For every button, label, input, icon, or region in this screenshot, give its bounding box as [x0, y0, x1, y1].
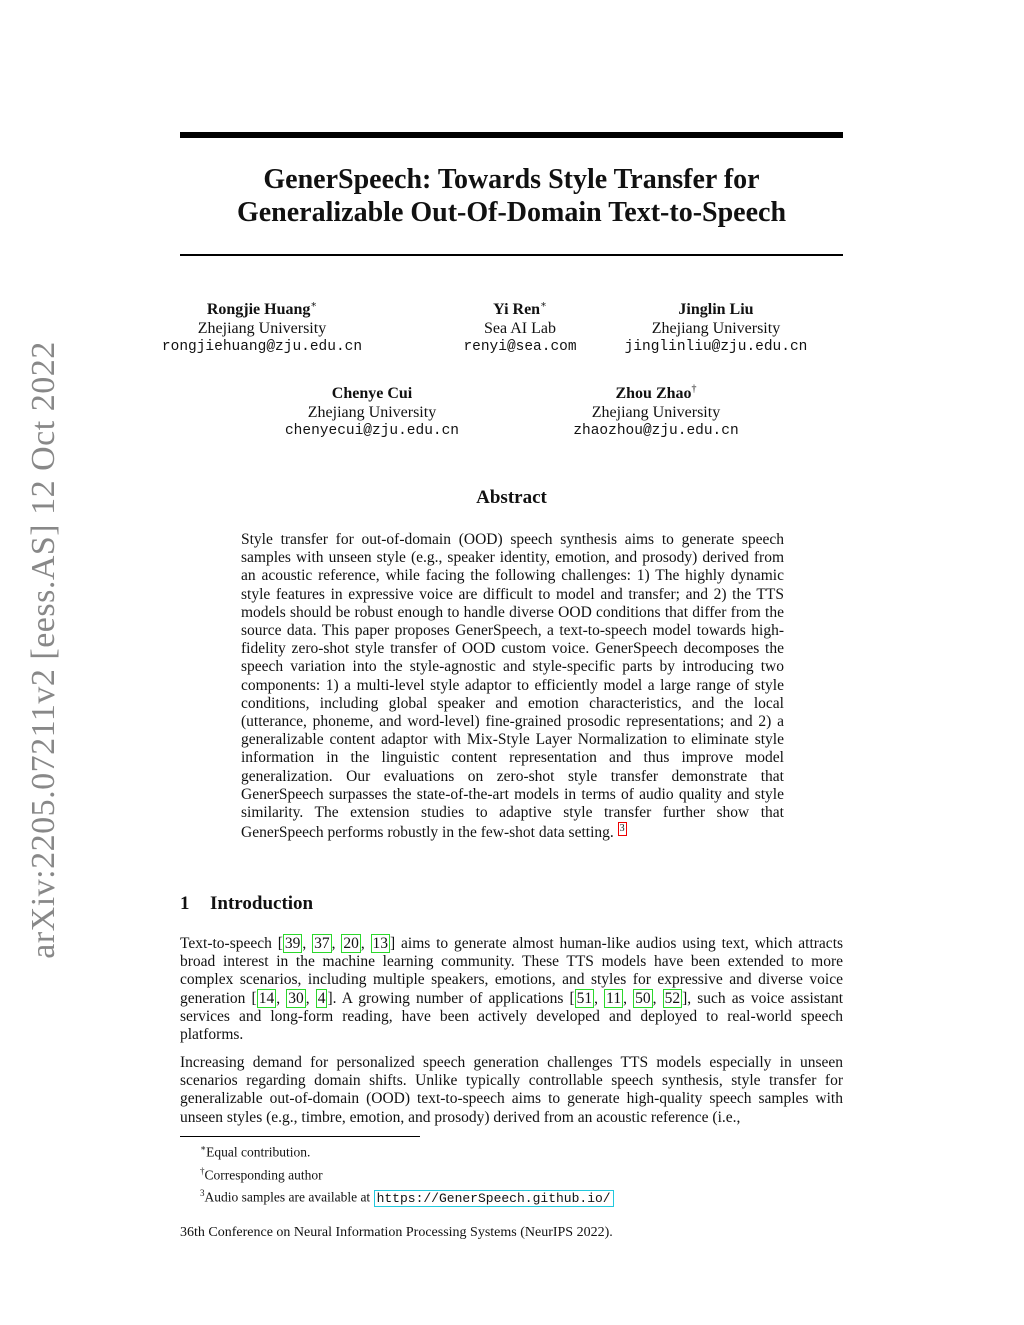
arxiv-stamp: arXiv:2205.07211v2 [eess.AS] 12 Oct 2022: [25, 341, 62, 959]
author-block: [262, 384, 482, 441]
author-affiliation: Zhejiang University: [307, 404, 437, 421]
abstract-text: Style transfer for out-of-domain (OOD) speech synthesis aims to generate speech samples with unseen style (e.g., speaker identity, emotion, and prosody) derived from an acoustic reference, while facing the following challenges: 1) The highly dynamic style features in expressive voice are difficult to model and transfer; and 2) the TTS models should be robust enough to handle diverse OOD conditions that differ from the source data. This paper proposes GenerSpeech, a text-to-speech model towards high-fidelity zero-shot style transfer of OOD custom voice. GenerSpeech decomposes the speech variation into the style-agnostic and style-specific parts by introducing two components: 1) a multi-level style adaptor to efficiently model a large range of style conditions, including global speaker and emotion characteristics, and the local (utterance, phoneme, and word-level) fine-grained prosodic representations; and 2) a generalizable content adaptor with Mix-Style Layer Normalization to eliminate style information in the linguistic content representation and thus improve model generalization. Our evaluations on zero-shot style transfer demonstrate that GenerSpeech surpasses the state-of-the-art models in terms of audio quality and style similarity. The extension studies to adaptive style transfer further show that GenerSpeech performs robustly in the few-shot data setting.: [241, 531, 784, 842]
author-mark: ∗: [310, 299, 318, 311]
paper-title: [180, 163, 843, 229]
author-block: [102, 300, 422, 357]
author-name: Rongjie Huang: [206, 301, 311, 318]
title-rule-bottom: [180, 254, 843, 256]
audio-samples-link[interactable]: https://GenerSpeech.github.io/: [374, 1190, 614, 1207]
author-affiliation: Zhejiang University: [651, 320, 781, 337]
footnote-1: [200, 1139, 614, 1162]
footnote-mark: 3: [200, 1188, 205, 1198]
footnotes: [200, 1139, 614, 1208]
citation-link[interactable]: 50: [635, 989, 651, 1007]
author-email[interactable]: zhaozhou@zju.edu.cn: [573, 423, 739, 439]
citation-link[interactable]: 30: [288, 989, 304, 1007]
citation-link[interactable]: 11: [606, 989, 622, 1007]
author-email[interactable]: renyi@sea.com: [463, 339, 577, 355]
text-run: Text-to-speech [: [180, 935, 283, 952]
citation-link[interactable]: 51: [576, 989, 593, 1007]
author-name: Zhou Zhao: [615, 385, 692, 402]
intro-paragraph-2: Increasing demand for personalized speech generation challenges TTS models especially in unseen scenarios regarding domain shifts. Unlike typically controllable speech synthesis, style transfer for generalizable out-of-domain (OOD) text-to-speech aims to generate high-quality speech samples with unseen styles (e.g., timbre, emotion, and prosody) derived from an acoustic reference (i.e.,: [180, 1054, 843, 1126]
citation-link[interactable]: 52: [664, 989, 681, 1007]
author-email[interactable]: rongjiehuang@zju.edu.cn: [161, 339, 363, 355]
author-affiliation: Zhejiang University: [197, 320, 327, 337]
author-affiliation: Zhejiang University: [591, 404, 721, 421]
text-run: ]. A growing number of applications [: [327, 989, 575, 1007]
title-line-2: Generalizable Out-Of-Domain Text-to-Speech: [236, 197, 787, 228]
footnote-text: Corresponding author: [204, 1167, 323, 1182]
title-line-1: GenerSpeech: Towards Style Transfer for: [263, 164, 760, 195]
section-number: 1: [180, 893, 190, 914]
footnote-rule: [180, 1136, 420, 1137]
citation-link[interactable]: 13: [372, 935, 389, 952]
citation-link[interactable]: 39: [284, 935, 301, 952]
citation-link[interactable]: 4: [317, 989, 326, 1007]
footnote-mark: ∗: [200, 1143, 207, 1153]
author-block: [606, 300, 826, 357]
footnote-2: [200, 1162, 614, 1185]
footnote-mark: †: [200, 1165, 205, 1176]
author-name: Yi Ren: [493, 301, 541, 318]
citation-link[interactable]: 37: [314, 935, 330, 952]
author-email[interactable]: jinglinliu@zju.edu.cn: [624, 339, 808, 355]
author-mark: ∗: [540, 299, 547, 311]
author-block: [546, 384, 766, 441]
footnote-text: Equal contribution.: [206, 1144, 311, 1160]
author-affiliation: Sea AI Lab: [484, 320, 556, 337]
footnote-ref-3[interactable]: 3: [619, 823, 625, 835]
citation-link[interactable]: 20: [343, 935, 359, 952]
citation-link[interactable]: 14: [258, 989, 275, 1007]
venue-note: 36th Conference on Neural Information Processing Systems (NeurIPS 2022).: [180, 1225, 613, 1240]
footnote-3: [200, 1184, 614, 1208]
abstract-heading: Abstract: [476, 487, 547, 508]
section-title: Introduction: [210, 893, 314, 914]
intro-paragraph-1: Text-to-speech [ 39 , 37 , 20 , 13 ] aims to generate almost human-like audios using text, which attracts broad interest in the machine learning community. These TTS models have been extended to more complex scenarios, including multiple speakers, emotions, and styles for expressive and diverse voice generation [ 14 , 30 , 4 ]. A growing number of applications [ 51 , 11 , 50 , 52 ], such as voice assistant services and long-form reading, have been actively developed and deployed to real-world speech platforms.: [180, 935, 844, 1044]
author-email[interactable]: chenyecui@zju.edu.cn: [284, 423, 460, 439]
section-heading: [180, 893, 313, 915]
author-mark: †: [691, 383, 697, 395]
text-run: ], such as voice assistant services and long-form reading, have been actively developed and deployed to real-world speech platforms.: [180, 989, 844, 1044]
text-run: ] aims to generate almost human-like audios using text, which attracts broad interest in the machine learning community. These TTS models have been extended to more complex scenarios, including multiple speakers, emotions, and styles for expressive and diverse voice generation [: [180, 935, 844, 1007]
title-rule-top: [180, 132, 843, 138]
author-name: Jinglin Liu: [678, 301, 754, 318]
abstract-body: [241, 531, 784, 843]
footnote-text: Audio samples are available at: [204, 1189, 374, 1205]
author-name: Chenye Cui: [331, 385, 413, 402]
author-block: [420, 300, 620, 357]
